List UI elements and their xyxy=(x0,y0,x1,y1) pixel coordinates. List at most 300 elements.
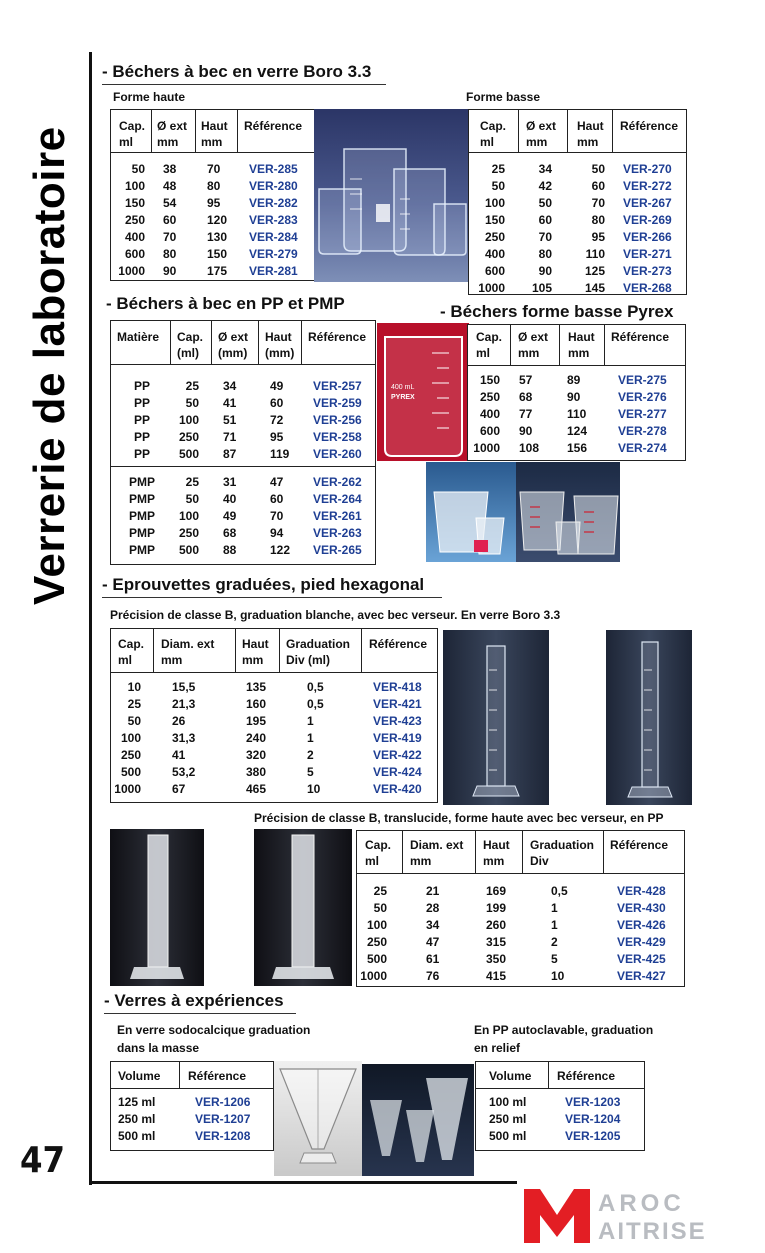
cell: PP xyxy=(133,447,150,461)
label-right-verres-2: en relief xyxy=(474,1041,521,1055)
cell: 77 xyxy=(519,407,533,421)
cell: 1 xyxy=(551,901,558,915)
cell: 25 xyxy=(185,379,199,393)
pmp-beakers-photo xyxy=(516,462,620,562)
cell: 50 xyxy=(591,162,605,176)
column-cap xyxy=(470,372,500,457)
table-boro-low xyxy=(468,109,687,295)
col-divider xyxy=(559,325,560,365)
cell: 47 xyxy=(270,475,284,489)
cell: 415 xyxy=(486,969,507,983)
cell: 1 xyxy=(307,731,314,745)
cell: 49 xyxy=(223,509,237,523)
logo-m-icon xyxy=(520,1185,730,1247)
cell: 34 xyxy=(426,918,440,932)
cell: 31 xyxy=(223,475,237,489)
cell: VER-285 xyxy=(249,162,298,176)
header-ext: Ø ext (mm) xyxy=(218,330,249,360)
header-haut: Haut mm xyxy=(201,119,228,149)
cell: 125 xyxy=(584,264,605,278)
cell: 15,5 xyxy=(172,680,196,694)
cell: PMP xyxy=(128,509,155,523)
cell: 10 xyxy=(551,969,565,983)
cell: VER-1204 xyxy=(565,1112,621,1126)
cell: 50 xyxy=(127,714,141,728)
cell: 51 xyxy=(223,413,237,427)
column-graduation xyxy=(307,679,324,798)
cell: 49 xyxy=(270,379,284,393)
cell: VER-1205 xyxy=(565,1129,621,1143)
col-divider xyxy=(179,1062,180,1088)
cell: 500 xyxy=(366,952,387,966)
cell: VER-1206 xyxy=(195,1095,251,1109)
pp-beakers-illustration xyxy=(426,462,516,562)
col-divider xyxy=(612,110,613,152)
cell: VER-423 xyxy=(373,714,422,728)
cell: VER-263 xyxy=(313,526,362,540)
cell: 100 xyxy=(366,918,387,932)
cell: PMP xyxy=(128,492,155,506)
subtitle-forme-haute: Forme haute xyxy=(113,90,186,104)
cell: 50 xyxy=(538,196,552,210)
section-title-pyrex: - Béchers forme basse Pyrex xyxy=(440,302,674,321)
cell: 500 xyxy=(120,765,141,779)
cell: 48 xyxy=(163,179,177,193)
column-ext xyxy=(519,161,552,297)
beaker-brand-text: PYREX xyxy=(391,394,415,401)
cell: 76 xyxy=(426,969,440,983)
cell: 250 xyxy=(484,230,505,244)
cell: 400 xyxy=(124,230,145,244)
col-divider xyxy=(604,325,605,365)
col-divider xyxy=(510,325,511,365)
cell: 60 xyxy=(591,179,605,193)
cell: 70 xyxy=(207,162,221,176)
header-matiere: Matière xyxy=(117,330,160,344)
section-title-verres: - Verres à expériences xyxy=(104,991,284,1010)
header-rule xyxy=(468,365,685,366)
col-divider xyxy=(195,110,196,152)
column-reference xyxy=(565,1094,620,1145)
table-verres-glass xyxy=(110,1061,274,1151)
column-haut xyxy=(486,883,506,985)
beakers-illustration xyxy=(314,109,470,282)
cell: 119 xyxy=(270,447,290,461)
maroc-maitrise-logo xyxy=(520,1185,730,1247)
cell: VER-259 xyxy=(313,396,362,410)
pmp-beakers-illustration xyxy=(516,462,620,562)
group-rule xyxy=(111,466,375,467)
col-divider xyxy=(548,1062,549,1088)
cell: 90 xyxy=(163,264,177,278)
cell: 50 xyxy=(185,492,199,506)
cell: VER-271 xyxy=(623,247,672,261)
column-reference-pp xyxy=(313,378,362,463)
column-reference xyxy=(618,372,667,457)
cell: 70 xyxy=(163,230,177,244)
column-haut xyxy=(567,372,587,457)
cell: 600 xyxy=(124,247,145,261)
cell: 26 xyxy=(172,714,186,728)
cell: 320 xyxy=(246,748,267,762)
col-divider xyxy=(301,321,302,364)
header-reference: Référence xyxy=(557,1069,616,1083)
cell: 80 xyxy=(538,247,552,261)
cell: 90 xyxy=(538,264,552,278)
cell: 1 xyxy=(307,714,314,728)
cell: VER-256 xyxy=(313,413,362,427)
cell: 80 xyxy=(591,213,605,227)
cell: VER-422 xyxy=(373,748,422,762)
cell: 5 xyxy=(307,765,314,779)
header-rule xyxy=(357,873,684,874)
cell: 70 xyxy=(270,509,284,523)
column-volume xyxy=(489,1094,526,1145)
cell: 80 xyxy=(207,179,221,193)
cell: 150 xyxy=(484,213,505,227)
cell: 89 xyxy=(567,373,581,387)
column-haut xyxy=(207,161,227,280)
header-volume: Volume xyxy=(118,1069,161,1083)
cell: VER-418 xyxy=(373,680,422,694)
table-glass-cylinders xyxy=(110,628,438,803)
cell: VER-266 xyxy=(623,230,672,244)
col-divider xyxy=(237,110,238,152)
cell: VER-421 xyxy=(373,697,422,711)
cell: 260 xyxy=(486,918,507,932)
col-divider xyxy=(151,110,152,152)
cell: 28 xyxy=(426,901,440,915)
cell: VER-1207 xyxy=(195,1112,251,1126)
cell: 600 xyxy=(484,264,505,278)
column-ext-pmp xyxy=(223,474,236,559)
pyrex-beaker-photo xyxy=(377,323,469,461)
cell: PP xyxy=(133,430,150,444)
cell: 175 xyxy=(207,264,228,278)
header-reference: Référence xyxy=(620,119,679,133)
cell: 90 xyxy=(567,390,581,404)
header-ext: Ø ext mm xyxy=(157,119,188,149)
glass-cylinder-photo-2 xyxy=(606,630,692,805)
cell: 50 xyxy=(185,396,199,410)
cell: 54 xyxy=(163,196,177,210)
label-pp-cylinders: Précision de classe B, translucide, forme haute avec bec verseur, en PP xyxy=(254,811,664,825)
header-reference: Référence xyxy=(369,637,428,651)
cell: 125 ml xyxy=(118,1095,156,1109)
page-bottom-rule xyxy=(89,1181,517,1184)
cell: VER-282 xyxy=(249,196,298,210)
side-title: Verrerie de laboratoire xyxy=(25,126,74,605)
cell: 250 xyxy=(479,390,500,404)
cell: 2 xyxy=(307,748,314,762)
header-reference: Référence xyxy=(244,119,303,133)
label-glass-cylinders: Précision de classe B, graduation blanche, avec bec verseur. En verre Boro 3.3 xyxy=(110,608,561,622)
cell: 199 xyxy=(486,901,507,915)
glass-cylinder-illustration xyxy=(443,630,549,805)
cell: VER-419 xyxy=(373,731,422,745)
cell: 150 xyxy=(479,373,500,387)
cell: 72 xyxy=(270,413,284,427)
header-rule xyxy=(111,152,315,153)
cell: 100 xyxy=(484,196,505,210)
column-cap xyxy=(111,679,141,798)
cell: 1000 xyxy=(473,441,500,455)
cell: 88 xyxy=(223,543,237,557)
col-divider xyxy=(522,831,523,873)
column-reference-pmp xyxy=(313,474,362,559)
header-haut: Haut mm xyxy=(568,330,595,360)
cell: 135 xyxy=(246,680,267,694)
column-ext xyxy=(519,372,539,457)
cell: 38 xyxy=(163,162,177,176)
header-cap: Cap. (ml) xyxy=(177,330,204,360)
cell: 90 xyxy=(519,424,533,438)
cell: 250 xyxy=(178,526,199,540)
column-matiere-pmp xyxy=(113,474,155,559)
cell: PMP xyxy=(128,475,155,489)
cell: VER-257 xyxy=(313,379,362,393)
column-haut xyxy=(569,161,605,297)
header-reference: Référence xyxy=(308,330,367,344)
cell: 110 xyxy=(585,247,605,261)
section-underline xyxy=(104,1013,296,1014)
column-diam xyxy=(172,679,195,798)
page-spine-rule xyxy=(89,52,92,1185)
cell: 42 xyxy=(538,179,552,193)
logo-text-line1: AROC xyxy=(598,1190,685,1217)
column-haut-pmp xyxy=(270,474,290,559)
cell: 500 ml xyxy=(489,1129,527,1143)
cell: 108 xyxy=(519,441,540,455)
header-cap: Cap. ml xyxy=(365,838,392,868)
cell: VER-281 xyxy=(249,264,298,278)
header-cap: Cap. ml xyxy=(118,637,145,667)
cell: 25 xyxy=(373,884,387,898)
cell: 34 xyxy=(538,162,552,176)
cell: 50 xyxy=(131,162,145,176)
column-cap xyxy=(471,161,505,297)
section-underline xyxy=(102,597,442,598)
cell: 400 xyxy=(479,407,500,421)
logo-text-line2: AITRISE xyxy=(598,1218,707,1245)
cell: 124 xyxy=(567,424,588,438)
cell: 67 xyxy=(172,782,186,796)
cell: 169 xyxy=(486,884,507,898)
col-divider xyxy=(170,321,171,364)
cell: 10 xyxy=(127,680,141,694)
header-diam: Diam. ext mm xyxy=(410,838,464,868)
cell: 31,3 xyxy=(172,731,196,745)
header-reference: Référence xyxy=(610,838,669,852)
cell: 47 xyxy=(426,935,440,949)
column-ext xyxy=(163,161,176,280)
column-ext-pp xyxy=(223,378,236,463)
cell: 60 xyxy=(270,492,284,506)
col-divider xyxy=(361,629,362,672)
cell: 21 xyxy=(426,884,440,898)
col-divider xyxy=(235,629,236,672)
cell: 315 xyxy=(486,935,507,949)
cell: VER-284 xyxy=(249,230,298,244)
cell: 145 xyxy=(584,281,605,295)
col-divider xyxy=(211,321,212,364)
cell: 380 xyxy=(246,765,267,779)
cell: 70 xyxy=(538,230,552,244)
header-rule xyxy=(476,1088,644,1089)
cell: 68 xyxy=(519,390,533,404)
cell: 150 xyxy=(207,247,228,261)
cell: 5 xyxy=(551,952,558,966)
cell: 2 xyxy=(551,935,558,949)
table-pyrex xyxy=(467,324,686,461)
cell: PP xyxy=(133,379,150,393)
cell: 350 xyxy=(486,952,507,966)
glass-conical-photo xyxy=(274,1061,362,1176)
header-haut: Haut mm xyxy=(242,637,269,667)
cell: 250 ml xyxy=(489,1112,527,1126)
cell: VER-261 xyxy=(313,509,362,523)
column-diam xyxy=(426,883,439,985)
cell: 0,5 xyxy=(307,680,324,694)
pyrex-beaker-illustration xyxy=(377,323,469,461)
cell: 156 xyxy=(567,441,588,455)
header-cap: Cap. ml xyxy=(119,119,146,149)
header-ext: Ø ext mm xyxy=(526,119,557,149)
cell: 195 xyxy=(246,714,267,728)
cell: 500 xyxy=(178,447,199,461)
cell: PP xyxy=(133,413,150,427)
header-rule xyxy=(111,1088,273,1089)
cell: VER-425 xyxy=(617,952,666,966)
cell: PMP xyxy=(128,543,155,557)
cell: 500 xyxy=(178,543,199,557)
cell: 1000 xyxy=(360,969,387,983)
col-divider xyxy=(567,110,568,152)
section-title-boro: - Béchers à bec en verre Boro 3.3 xyxy=(102,62,372,81)
column-cap-pmp xyxy=(171,474,199,559)
column-cap-pp xyxy=(171,378,199,463)
cell: 130 xyxy=(207,230,228,244)
col-divider xyxy=(279,629,280,672)
cell: 53,2 xyxy=(172,765,196,779)
cell: VER-273 xyxy=(623,264,672,278)
cell: 80 xyxy=(163,247,177,261)
column-matiere-pp xyxy=(113,378,150,463)
header-volume: Volume xyxy=(489,1069,532,1083)
cell: 1000 xyxy=(114,782,141,796)
cell: 250 xyxy=(366,935,387,949)
header-haut: Haut mm xyxy=(577,119,604,149)
column-cap xyxy=(357,883,387,985)
cell: 105 xyxy=(531,281,552,295)
cell: VER-278 xyxy=(618,424,667,438)
cell: 95 xyxy=(207,196,221,210)
header-diam: Diam. ext mm xyxy=(161,637,215,667)
cell: VER-275 xyxy=(618,373,667,387)
header-reference: Référence xyxy=(188,1069,247,1083)
cell: 1000 xyxy=(478,281,505,295)
cell: 57 xyxy=(519,373,533,387)
cell: 25 xyxy=(127,697,141,711)
pp-conical-illustration xyxy=(362,1064,474,1176)
pp-cylinder-photo-1 xyxy=(110,829,204,986)
cell: 160 xyxy=(246,697,267,711)
header-haut: Haut mm xyxy=(483,838,510,868)
label-right-verres-1: En PP autoclavable, graduation xyxy=(474,1023,654,1037)
cell: 25 xyxy=(185,475,199,489)
cell: 95 xyxy=(270,430,284,444)
cell: 41 xyxy=(223,396,237,410)
cell: VER-277 xyxy=(618,407,667,421)
cell: VER-279 xyxy=(249,247,298,261)
cell: 250 xyxy=(124,213,145,227)
cell: 250 xyxy=(178,430,199,444)
col-divider xyxy=(258,321,259,364)
cell: VER-420 xyxy=(373,782,422,796)
cell: VER-276 xyxy=(618,390,667,404)
cell: VER-269 xyxy=(623,213,672,227)
label-left-verres-2: dans la masse xyxy=(117,1041,200,1055)
pp-cylinder-photo-2 xyxy=(254,829,352,986)
column-reference xyxy=(617,883,666,985)
cell: VER-280 xyxy=(249,179,298,193)
column-reference xyxy=(195,1094,250,1145)
cell: VER-270 xyxy=(623,162,672,176)
cell: 250 xyxy=(120,748,141,762)
section-title-pp-pmp: - Béchers à bec en PP et PMP xyxy=(106,294,345,313)
beaker-capacity-text: 400 mL xyxy=(391,384,415,391)
header-cap: Cap. ml xyxy=(476,330,503,360)
cell: 100 xyxy=(124,179,145,193)
table-boro-tall xyxy=(110,109,316,281)
header-haut: Haut (mm) xyxy=(265,330,295,360)
cell: 21,3 xyxy=(172,697,196,711)
cell: 1 xyxy=(551,918,558,932)
header-rule xyxy=(111,672,437,673)
table-pp-pmp xyxy=(110,320,376,565)
cell: VER-274 xyxy=(618,441,667,455)
cell: 71 xyxy=(223,430,237,444)
cell: 50 xyxy=(491,179,505,193)
column-haut-pp xyxy=(270,378,289,463)
cell: 122 xyxy=(270,543,291,557)
cell: 0,5 xyxy=(307,697,324,711)
cell: 50 xyxy=(373,901,387,915)
conical-glass-illustration xyxy=(274,1061,362,1176)
cell: 68 xyxy=(223,526,237,540)
cell: 600 xyxy=(479,424,500,438)
cell: 95 xyxy=(591,230,605,244)
cell: PP xyxy=(133,396,150,410)
cell: 500 ml xyxy=(118,1129,156,1143)
cell: 250 ml xyxy=(118,1112,156,1126)
cell: 60 xyxy=(163,213,177,227)
pp-cylinder-illustration xyxy=(110,829,204,986)
cell: 94 xyxy=(270,526,284,540)
header-reference: Référence xyxy=(611,330,670,344)
cell: 10 xyxy=(307,782,321,796)
cell: 40 xyxy=(223,492,237,506)
cell: VER-272 xyxy=(623,179,672,193)
cell: VER-426 xyxy=(617,918,666,932)
column-graduation xyxy=(551,883,568,985)
table-pp-cylinders xyxy=(356,830,685,987)
cell: 100 xyxy=(178,509,199,523)
cell: 100 xyxy=(178,413,199,427)
cell: 400 xyxy=(484,247,505,261)
cell: 25 xyxy=(491,162,505,176)
cell: 110 xyxy=(567,407,587,421)
